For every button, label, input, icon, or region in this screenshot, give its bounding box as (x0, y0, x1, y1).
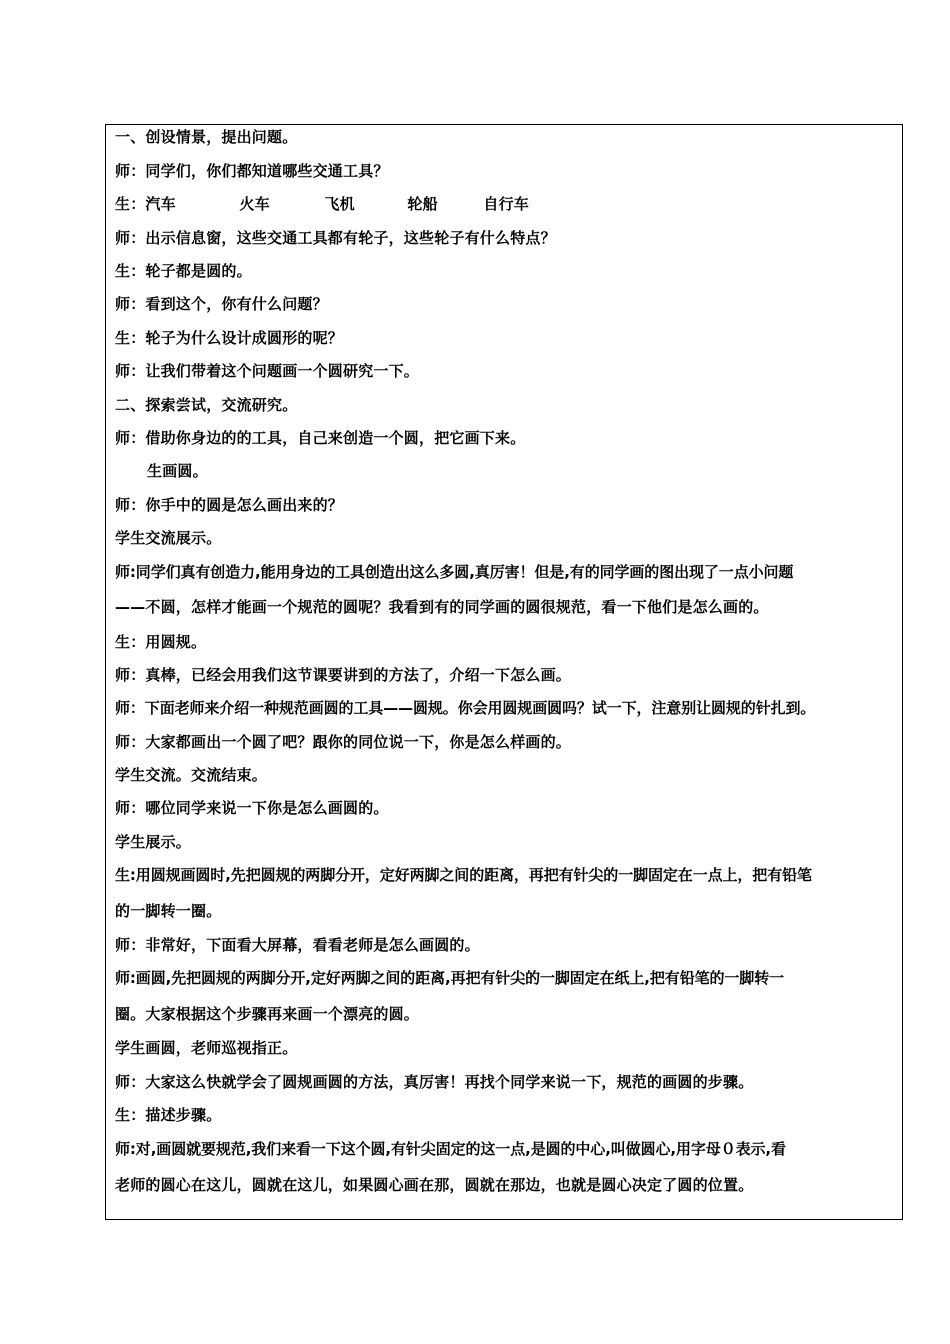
text-line: 师:画圆,先把圆规的两脚分开,定好两脚之间的距离,再把有针尖的一脚固定在纸上,把有铅笔的一脚转一 (115, 969, 784, 987)
text-line: 生画圆。 (147, 462, 208, 480)
vehicle-item: 自行车 (483, 195, 530, 213)
text-line: 师：借助你身边的的工具，自己来创造一个圆，把它画下来。 (115, 429, 526, 447)
text-line: 生：描述步骤。 (115, 1106, 222, 1124)
text-line: 师：让我们带着这个问题画一个圆研究一下。 (115, 362, 420, 380)
vehicle-item: 轮船 (407, 195, 438, 213)
text-line: 学生交流展示。 (115, 529, 222, 547)
text-line: 学生画圆，老师巡视指正。 (115, 1039, 298, 1057)
text-line: 圈。大家根据这个步骤再来画一个漂亮的圆。 (115, 1005, 420, 1023)
speaker-label: 生： (115, 195, 146, 213)
text-line: 师：你手中的圆是怎么画出来的？ (115, 496, 344, 514)
text-line: 老师的圆心在这儿，圆就在这儿，如果圆心画在那，圆就在那边，也就是圆心决定了圆的位置。 (115, 1176, 754, 1194)
text-line: 师：下面老师来介绍一种规范画圆的工具——圆规。你会用圆规画圆吗？试一下，注意别让圆规的针扎到。 (115, 699, 816, 717)
text-line: 的一脚转一圈。 (115, 902, 222, 920)
text-line: 师：真棒，已经会用我们这节课要讲到的方法了，介绍一下怎么画。 (115, 666, 572, 684)
text-line: 师：非常好，下面看大屏幕，看看老师是怎么画圆的。 (115, 936, 480, 954)
text-line: 师：哪位同学来说一下你是怎么画圆的。 (115, 799, 389, 817)
text-line: 师：大家这么快就学会了圆规画圆的方法，真厉害！再找个同学来说一下，规范的画圆的步骤。 (115, 1073, 754, 1091)
section-heading-2: 二、探索尝试，交流研究。 (115, 396, 298, 414)
text-line: 师:同学们真有创造力,能用身边的工具创造出这么多圆,真厉害！但是,有的同学画的图出现了一点小问题 (115, 563, 794, 581)
vehicle-item: 火车 (239, 195, 270, 213)
text-line: 师：看到这个，你有什么问题？ (115, 295, 328, 313)
text-line: ——不圆，怎样才能画一个规范的圆呢？我看到有的同学画的圆很规范，看一下他们是怎么画的。 (115, 598, 769, 616)
text-line: 学生交流。交流结束。 (115, 766, 268, 784)
text-line: 生：轮子为什么设计成圆形的呢？ (115, 329, 344, 347)
text-line: 师：同学们，你们都知道哪些交通工具？ (115, 162, 389, 180)
text-line: 师：出示信息窗，这些交通工具都有轮子，这些轮子有什么特点？ (115, 229, 556, 247)
text-line: 师：大家都画出一个圆了吧？跟你的同位说一下，你是怎么样画的。 (115, 733, 572, 751)
section-heading-1: 一、创设情景，提出问题。 (115, 128, 298, 146)
text-line: 生：轮子都是圆的。 (115, 262, 252, 280)
text-line: 生:用圆规画圆时,先把圆规的两脚分开，定好两脚之间的距离，再把有针尖的一脚固定在一点上，把有铅笔 (115, 866, 812, 884)
text-line: 师:对,画圆就要规范,我们来看一下这个圆,有针尖固定的这一点,是圆的中心,叫做圆心,用字母０表示,看 (115, 1140, 786, 1158)
text-line: 生：用圆规。 (115, 633, 207, 651)
vehicles-line (115, 194, 529, 214)
text-line: 学生展示。 (115, 833, 192, 851)
vehicle-item: 飞机 (324, 195, 355, 213)
vehicle-item: 汽车 (145, 195, 176, 213)
